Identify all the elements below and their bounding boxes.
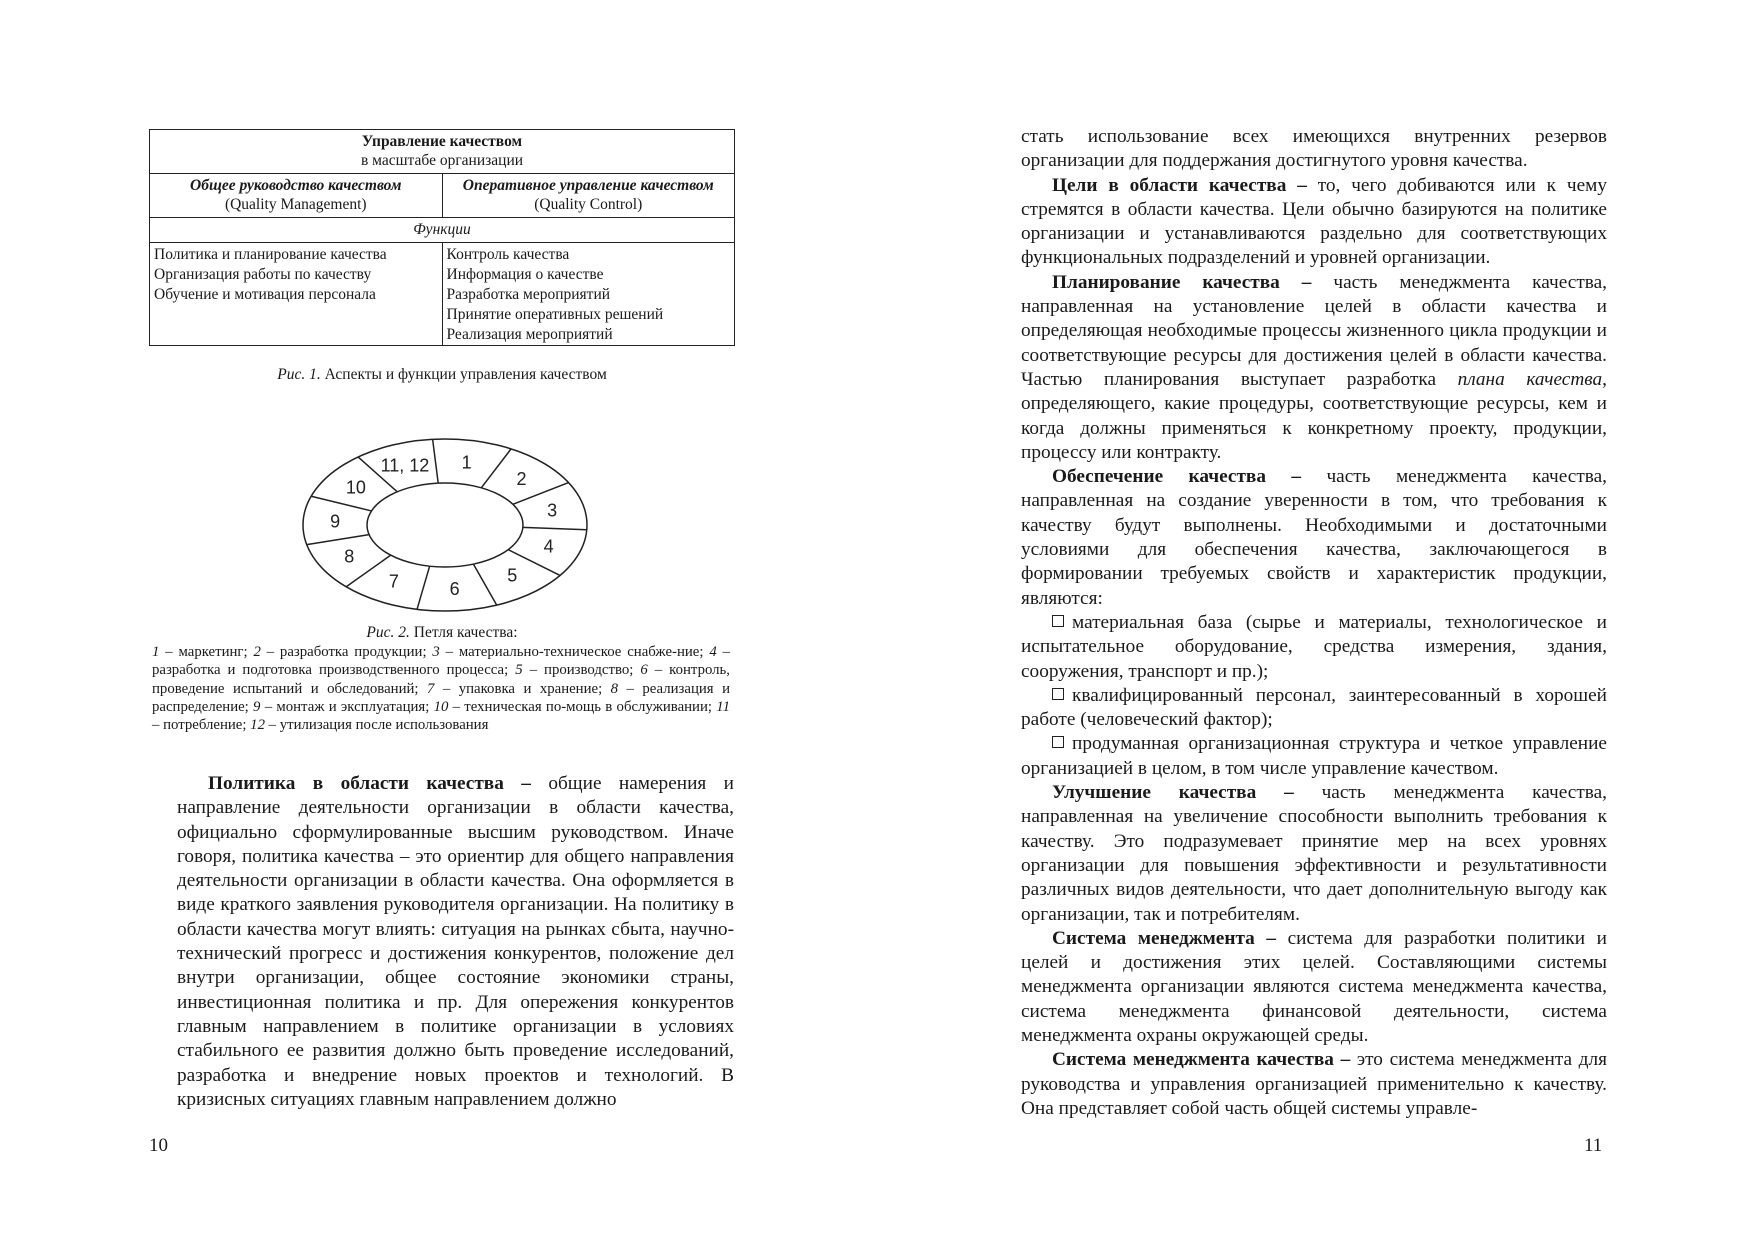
bullet-text: материальная база (сырье и материалы, технологическое и испытательное оборудование, средства измерения, здания, сооружения, транспорт и пр.);: [1021, 611, 1607, 682]
legend-num: 8: [610, 680, 619, 697]
quality-loop-diagram: [295, 430, 595, 620]
figure1-caption: [149, 366, 735, 384]
legend-num: 4: [709, 644, 717, 660]
fig1-col2-item: Реализация мероприятий: [446, 326, 613, 343]
legend-num: 11: [716, 698, 730, 715]
legend-text: – упаковка и хранение;: [434, 680, 611, 697]
figure2-caption: [149, 624, 735, 642]
loop-segment-label: 10: [345, 477, 366, 498]
loop-segment-divider: [311, 496, 371, 511]
right-body-text: [1021, 125, 1607, 1121]
legend-text: – техническая по-мощь в обслуживании;: [448, 698, 717, 715]
fig1-functions-label: Функции: [150, 218, 735, 243]
left-page: [0, 0, 875, 1240]
checkbox-bullet-icon: [1052, 688, 1064, 700]
legend-num: 10: [433, 698, 449, 715]
paragraph-text: часть менеджмента качества, направленная на создание уверенности в том, что требования к качеству будут выполнены. Необходимыми и достаточными условиями для обеспечения качества, заключающегося в формировании требуемых свойств и характеристик продукции, являются:: [1021, 466, 1607, 609]
fig1-subtitle: в масштабе организации: [360, 152, 524, 169]
legend-num: 3: [432, 644, 440, 660]
legend-text: – разработка продукции;: [260, 644, 433, 660]
legend-num: 12: [250, 717, 265, 734]
figure1-table: [149, 129, 735, 346]
loop-segment-divider: [523, 527, 587, 529]
loop-segment-divider: [433, 439, 439, 483]
bullet-item: [1021, 732, 1607, 781]
italic-quality-plan: плана качества: [1457, 368, 1603, 390]
term-qms: Система менеджмента качества –: [1052, 1049, 1351, 1071]
term-quality-objectives: Цели в области качества –: [1052, 174, 1307, 196]
term-management-system: Система менеджмента –: [1052, 927, 1277, 949]
term-quality-policy: Политика в области качества –: [208, 773, 531, 794]
legend-text: – контроль, проведение испытаний и обследований;: [152, 662, 731, 697]
paragraph-text: , определяющего, какие процедуры, соответствующие ресурсы, кем и когда должны применяться к конкретному проекту, продукции, процессу или контракту.: [1021, 368, 1607, 463]
legend-text: – производство;: [522, 662, 641, 679]
loop-segment-label: 1: [461, 452, 472, 473]
term-quality-improvement: Улучшение качества –: [1052, 782, 1294, 804]
fig1-col1-item: Организация работы по качеству: [154, 266, 372, 283]
paragraph-quality-policy: [177, 772, 734, 1112]
fig1-col1-header: [150, 174, 443, 218]
fig1-col2-item: Принятие оперативных решений: [446, 306, 664, 323]
loop-segment-divider: [481, 449, 511, 488]
page-number-right: 11: [1584, 1135, 1603, 1156]
legend-num: 2: [253, 644, 261, 660]
loop-segment-label: 8: [344, 546, 355, 567]
checkbox-bullet-icon: [1052, 615, 1064, 627]
term-quality-assurance: Обеспечение качества –: [1052, 466, 1302, 488]
legend-text: – утилизация после использования: [264, 717, 489, 734]
fig1-col2-item: Разработка мероприятий: [446, 286, 611, 303]
legend-text: – материально-техническое снабже-ние;: [439, 644, 710, 660]
loop-segment-label: 3: [547, 500, 558, 521]
fig1-col2-heading: Оперативное управление качеством: [462, 177, 714, 194]
bullet-text: продуманная организационная структура и четкое управление организацией в целом, в том числе управление качеством.: [1021, 733, 1607, 779]
loop-segment-label: 4: [543, 536, 554, 557]
fig1-col1-sub: (Quality Management): [224, 196, 367, 213]
paragraph-management-system: [1021, 927, 1607, 1048]
paragraph-continuation: стать использование всех имеющихся внутренних резервов организации для поддержания достигнутого уровня качества.: [1021, 126, 1607, 172]
fig1-col2-item: Информация о качестве: [446, 266, 604, 283]
loop-segment-label: 2: [516, 469, 527, 490]
loop-segment-divider: [417, 566, 430, 609]
paragraph-quality-objectives: [1021, 174, 1607, 271]
paragraph-text: общие намерения и направление деятельности организации в области качества, официально сформулированные высшим руководством. Иначе говоря, политика качества – это ориентир для общего направления деятельности организации в области качества. Она оформляется в виде краткого заявления руководителя организации. На политику в области качества могут влиять: ситуация на рынках сбыта, научно-технический прогресс и достижения конкурентов, положение дел внутри организации, общее состояние экономики страны, инвестиционная политика и пр. Для опережения конкурентов главным направлением в политике организации в условиях стабильного ее развития должно быть проведение исследований, разработка и внедрение новых проектов и технологий. В кризисных ситуациях главным направлением должно: [177, 773, 734, 1110]
paragraph-text: часть менеджмента качества, направленная на увеличение способности выполнить требования к качеству. Это подразумевает принятие мер на всех уровнях организации для повышения эффективности и результативности различных видов деятельности, что дает дополнительную выгоду как организации, так и потребителям.: [1021, 782, 1607, 925]
paragraph-text: то, чего добиваются или к чему стремятся в области качества. Цели обычно базируются на политике организации и устанавливаются раздельно для соответствующих функциональных подразделений и уровней организации.: [1021, 174, 1607, 269]
legend-num: 7: [427, 680, 435, 697]
paragraph-qms: [1021, 1048, 1607, 1121]
loop-segment-label: 7: [388, 571, 399, 592]
loop-segment-label: 11, 12: [380, 455, 430, 476]
checkbox-bullet-icon: [1052, 736, 1064, 748]
bullet-item: [1021, 684, 1607, 733]
legend-text: – реализация и распределение;: [152, 680, 730, 715]
term-quality-planning: Планирование качества –: [1052, 271, 1312, 293]
fig1-col2-list: [442, 243, 735, 346]
fig1-col2-item: Контроль качества: [446, 246, 570, 263]
loop-segment-label: 9: [330, 511, 341, 532]
paragraph-quality-assurance: [1021, 465, 1607, 611]
fig1-col1-heading: Общее руководство качеством: [190, 177, 402, 194]
fig1-caption-prefix: Рис. 1.: [277, 366, 321, 383]
paragraph-quality-planning: [1021, 271, 1607, 465]
paragraph-text: система для разработки политики и целей и достижения этих целей. Составляющими системы менеджмента организации являются система менеджмента качества, система менеджмента финансовой деятельности, система менеджмента охраны окружающей среды.: [1021, 927, 1607, 1046]
left-body-text: [177, 772, 734, 1112]
loop-segment-divider: [473, 564, 496, 605]
page-number-left: 10: [149, 1135, 168, 1156]
fig1-col2-sub: (Quality Control): [534, 196, 643, 213]
bullet-text: квалифицированный персонал, заинтересованный в хорошей работе (человеческий фактор);: [1021, 684, 1607, 731]
fig1-col1-list: [150, 243, 443, 346]
loop-segment-label: 5: [507, 565, 518, 586]
fig1-col1-item: Обучение и мотивация персонала: [154, 286, 376, 303]
legend-text: – маркетинг;: [159, 644, 254, 660]
legend-num: 9: [253, 698, 261, 715]
legend-text: – разработка и подготовка производственного процесса;: [152, 644, 730, 679]
legend-text: – потребление;: [152, 717, 251, 734]
fig1-col2-header: [442, 174, 735, 218]
fig2-caption-prefix: Рис. 2.: [366, 624, 410, 641]
legend-num: 6: [640, 662, 648, 679]
loop-outer-ellipse: [303, 439, 587, 611]
legend-num: 5: [515, 662, 523, 679]
legend-text: – монтаж и эксплуатация;: [260, 698, 434, 715]
paragraph-text: это система менеджмента для руководства и управления организацией применительно к качеству. Она представляет собой часть общей системы управле-: [1021, 1049, 1607, 1119]
loop-segment-label: 6: [449, 578, 460, 599]
fig1-title: Управление качеством: [361, 133, 523, 150]
legend-num: 1: [152, 644, 160, 660]
fig2-caption-text: Петля качества:: [413, 624, 518, 641]
fig1-col1-item: Политика и планирование качества: [154, 246, 387, 263]
figure2-legend: [152, 643, 730, 734]
paragraph-quality-improvement: [1021, 781, 1607, 927]
loop-segment-divider: [307, 535, 369, 545]
loop-inner-ellipse: [367, 483, 523, 567]
bullet-item: [1021, 611, 1607, 684]
fig1-caption-text: Аспекты и функции управления качеством: [324, 366, 607, 383]
paragraph-text: часть менеджмента качества, направленная на установление целей в области качества и определяющая необходимые процессы жизненного цикла продукции и соответствующие ресурсы для достижения целей в области качества. Частью планирования выступает разработка: [1021, 271, 1607, 390]
fig1-title-cell: [150, 130, 735, 174]
